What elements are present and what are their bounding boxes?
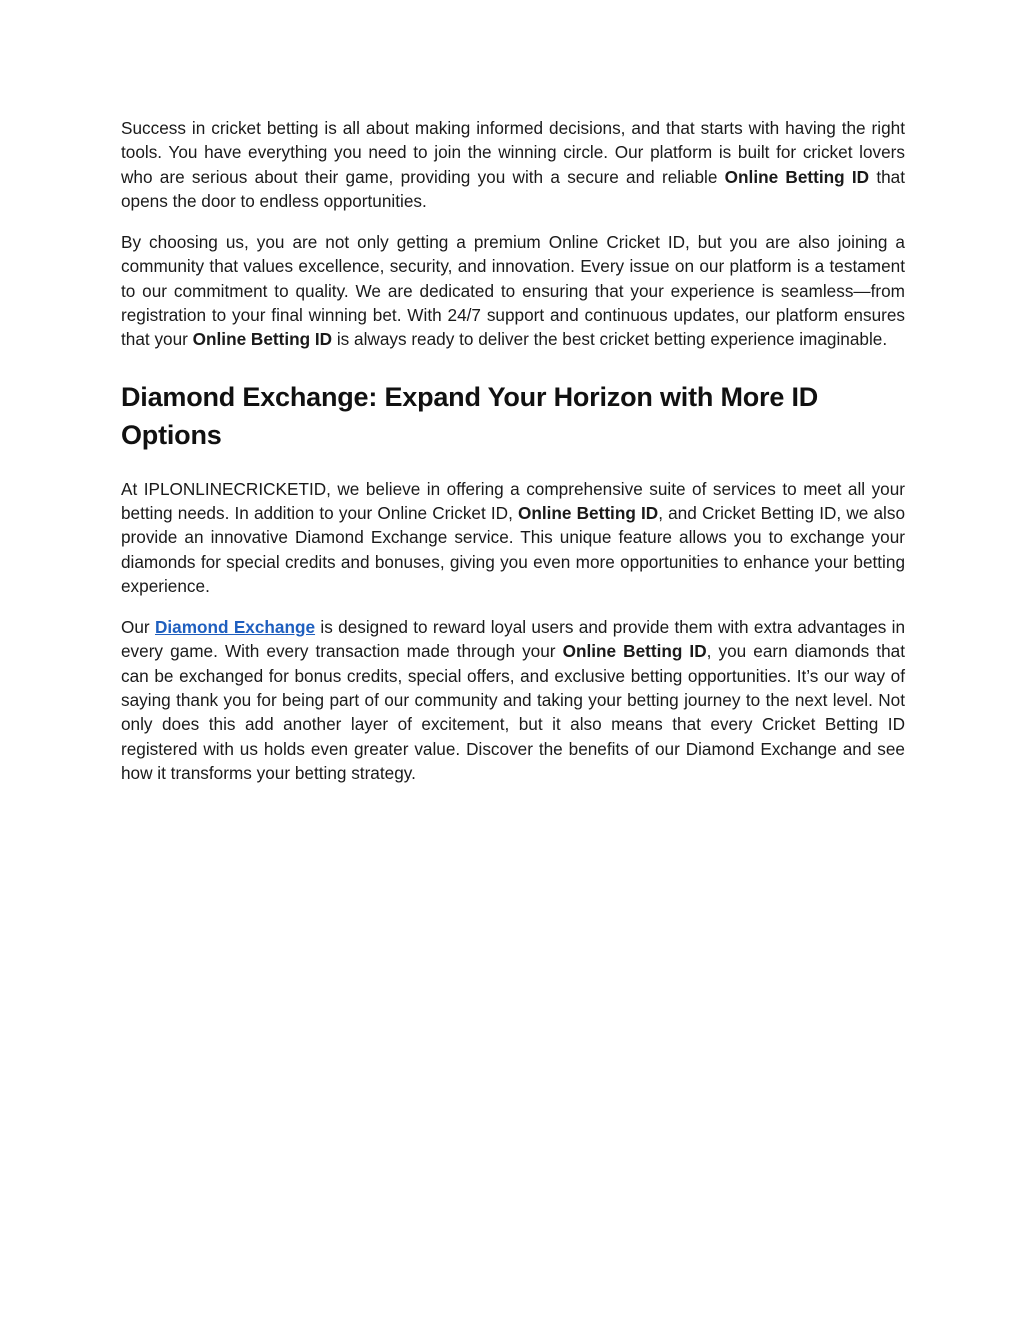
paragraph-intro [121, 116, 905, 213]
bold-keyword: Online Betting ID [518, 502, 659, 523]
paragraph-text: , and Cricket Betting ID, we also provide an innovative Diamond Exchange service. This unique feature allows you to exchange your diamonds for special credits and bonuses, giving you even more opportunities to enhance your betting experience. [121, 502, 906, 596]
paragraph-text: is designed to reward loyal users and provide them with extra advantages in every game. With every transaction made through your [121, 617, 905, 662]
paragraph-services [121, 477, 905, 598]
paragraph-community [121, 230, 905, 351]
paragraph-text: Success in cricket betting is all about making informed decisions, and that starts with having the right tools. You have everything you need to join the winning circle. Our platform is built for cricket lovers who are serious about their game, providing you with a secure and reliable [121, 118, 905, 187]
paragraph-text: , you earn diamonds that can be exchanged for bonus credits, special offers, and exclusive betting opportunities. It’s our way of saying thank you for being part of our community and taking your betting journey to the next level. Not only does this add another layer of excitement, but it also means that every Cricket Betting ID registered with us holds even greater value. Discover the benefits of our Diamond Exchange and see how it transforms your betting strategy. [121, 641, 906, 783]
paragraph-text: By choosing us, you are not only getting a premium Online Cricket ID, but you are also joining a community that values excellence, security, and innovation. Every issue on our platform is a testament to our commitment to quality. We are dedicated to ensuring that your experience is seamless—from registration to your final winning bet. With 24/7 support and continuous updates, our platform ensures that your [121, 232, 905, 350]
paragraph-text: that opens the door to endless opportunities. [121, 166, 905, 211]
section-heading: Diamond Exchange: Expand Your Horizon with More ID Options [121, 381, 819, 450]
paragraph-text: is always ready to deliver the best cricket betting experience imaginable. [332, 329, 888, 350]
bold-keyword: Online Betting ID [724, 166, 870, 187]
document-page [121, 116, 905, 802]
paragraph-text: At IPLONLINECRICKETID, we believe in offering a comprehensive suite of services to meet all your betting needs. In addition to your Online Cricket ID, [121, 478, 905, 523]
paragraph-text: Our [121, 617, 155, 638]
paragraph-diamond-exchange [121, 615, 905, 785]
diamond-exchange-link[interactable]: Diamond Exchange [154, 617, 316, 638]
bold-keyword: Online Betting ID [562, 641, 707, 662]
bold-keyword: Online Betting ID [192, 329, 333, 350]
